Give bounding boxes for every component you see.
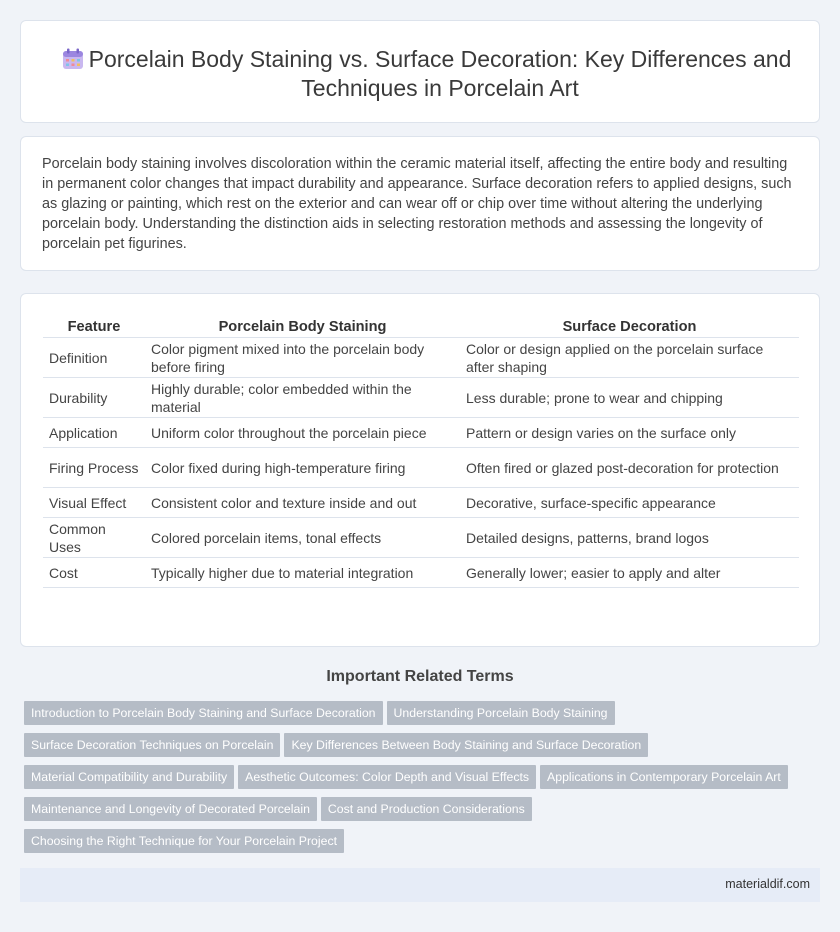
surface-decoration-cell: Generally lower; easier to apply and alter: [460, 558, 799, 588]
related-term-tag[interactable]: Cost and Production Considerations: [321, 797, 532, 821]
surface-decoration-cell: Detailed designs, patterns, brand logos: [460, 518, 799, 558]
related-term-tag[interactable]: Applications in Contemporary Porcelain Art: [540, 765, 788, 789]
related-term-tag[interactable]: Maintenance and Longevity of Decorated Porcelain: [24, 797, 317, 821]
body-staining-cell: Consistent color and texture inside and out: [145, 488, 460, 518]
table-row: [43, 338, 799, 378]
footer-site-link[interactable]: materialdif.com: [725, 877, 810, 891]
feature-cell: Application: [43, 418, 145, 448]
related-term-tag[interactable]: Material Compatibility and Durability: [24, 765, 234, 789]
table-row: [43, 418, 799, 448]
surface-decoration-cell: Decorative, surface-specific appearance: [460, 488, 799, 518]
footer-bar: [20, 868, 820, 902]
column-header: Feature: [43, 316, 145, 338]
feature-cell: Visual Effect: [43, 488, 145, 518]
table-row: [43, 448, 799, 488]
title-card: [20, 20, 820, 123]
body-staining-cell: Typically higher due to material integration: [145, 558, 460, 588]
related-term-tag[interactable]: Aesthetic Outcomes: Color Depth and Visual Effects: [238, 765, 536, 789]
surface-decoration-cell: Less durable; prone to wear and chipping: [460, 378, 799, 418]
column-header: Porcelain Body Staining: [145, 316, 460, 338]
intro-card: [20, 136, 820, 271]
feature-cell: Common Uses: [43, 518, 145, 558]
comparison-card: [20, 293, 820, 647]
table-header-row: [43, 316, 799, 338]
table-row: [43, 518, 799, 558]
surface-decoration-cell: Color or design applied on the porcelain surface after shaping: [460, 338, 799, 378]
surface-decoration-cell: Pattern or design varies on the surface only: [460, 418, 799, 448]
feature-cell: Cost: [43, 558, 145, 588]
table-row: [43, 558, 799, 588]
feature-cell: Definition: [43, 338, 145, 378]
body-staining-cell: Color pigment mixed into the porcelain body before firing: [145, 338, 460, 378]
column-header: Surface Decoration: [460, 316, 799, 338]
related-term-tag[interactable]: Key Differences Between Body Staining and Surface Decoration: [284, 733, 648, 757]
related-term-tag[interactable]: Understanding Porcelain Body Staining: [387, 701, 615, 725]
body-staining-cell: Colored porcelain items, tonal effects: [145, 518, 460, 558]
related-terms-heading: Important Related Terms: [326, 668, 514, 685]
body-staining-cell: Color fixed during high-temperature firing: [145, 448, 460, 488]
related-term-tag[interactable]: Introduction to Porcelain Body Staining and Surface Decoration: [24, 701, 383, 725]
page-title: Porcelain Body Staining vs. Surface Decoration: Key Differences and Techniques in Porcelain Art: [88, 46, 792, 101]
surface-decoration-cell: Often fired or glazed post-decoration for protection: [460, 448, 799, 488]
related-term-tag[interactable]: Choosing the Right Technique for Your Porcelain Project: [24, 829, 344, 853]
intro-paragraph: Porcelain body staining involves discoloration within the ceramic material itself, affecting the entire body and resulting in permanent color changes that impact durability and appearance. Surface decoration refers to applied designs, such as glazing or painting, which rest on the exterior and can wear off or chip over time without altering the underlying porcelain body. Understanding the distinction aids in selecting restoration methods and assessing the longevity of porcelain pet figurines.: [42, 156, 792, 252]
body-staining-cell: Highly durable; color embedded within the material: [145, 378, 460, 418]
feature-cell: Durability: [43, 378, 145, 418]
feature-cell: Firing Process: [43, 448, 145, 488]
related-term-tag[interactable]: Surface Decoration Techniques on Porcelain: [24, 733, 280, 757]
table-row: [43, 488, 799, 518]
related-terms-list: [24, 701, 814, 861]
table-row: [43, 378, 799, 418]
comparison-table: [43, 316, 799, 588]
body-staining-cell: Uniform color throughout the porcelain piece: [145, 418, 460, 448]
